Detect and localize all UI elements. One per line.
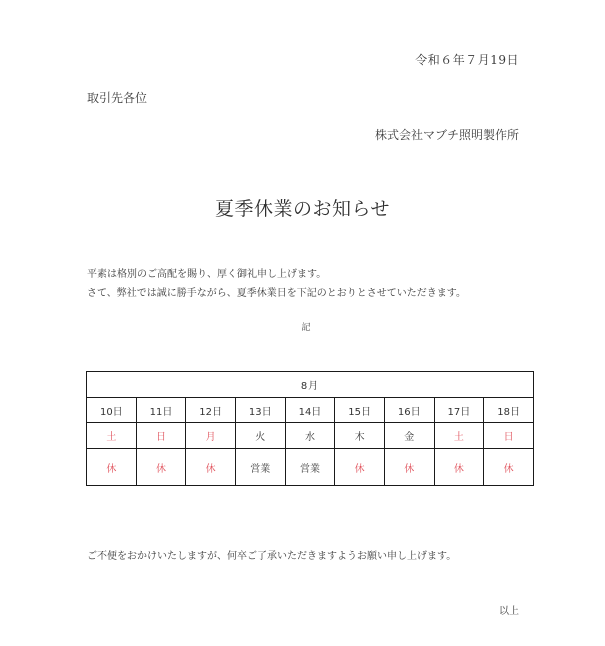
weekday-row [87,423,534,449]
date-cell: 10日 [87,398,137,423]
date-cell: 13日 [235,398,285,423]
weekday-cell: 土 [87,423,137,449]
weekday-cell: 火 [235,423,285,449]
status-cell: 休 [335,449,385,486]
weekday-cell: 日 [136,423,186,449]
letter-date: 令和６年７月19日 [415,53,519,67]
weekday-cell: 水 [285,423,335,449]
body-line-greeting: 平素は格別のご高配を賜り、厚く御礼申し上げます。 [87,269,327,280]
date-cell: 15日 [335,398,385,423]
sender-company: 株式会社マブチ照明製作所 [374,128,519,142]
status-cell: 休 [434,449,484,486]
page-title: 夏季休業のお知らせ [215,198,390,220]
date-row [87,398,534,423]
status-cell: 休 [384,449,434,486]
holiday-schedule-table [86,371,534,486]
date-cell: 17日 [434,398,484,423]
date-cell: 12日 [186,398,236,423]
status-row [87,449,534,486]
closing-line: ご不便をおかけいたしますが、何卒ご了承いただきますようお願い申し上げます。 [87,551,457,562]
status-cell: 休 [186,449,236,486]
month-header: 8月 [87,372,534,398]
status-cell: 休 [136,449,186,486]
body-line-notice: さて、弊社では誠に勝手ながら、夏季休業日を下記のとおりとさせていただきます。 [87,288,466,299]
weekday-cell: 金 [384,423,434,449]
recipient: 取引先各位 [87,91,148,105]
status-cell: 営業 [235,449,285,486]
date-cell: 16日 [384,398,434,423]
weekday-cell: 土 [434,423,484,449]
date-cell: 14日 [285,398,335,423]
status-cell: 営業 [285,449,335,486]
status-cell: 休 [87,449,137,486]
weekday-cell: 木 [335,423,385,449]
ijou-mark: 以上 [499,606,519,617]
ki-mark: 記 [301,323,311,333]
date-cell: 18日 [484,398,534,423]
month-row [87,372,534,398]
weekday-cell: 日 [484,423,534,449]
status-cell: 休 [484,449,534,486]
date-cell: 11日 [136,398,186,423]
weekday-cell: 月 [186,423,236,449]
